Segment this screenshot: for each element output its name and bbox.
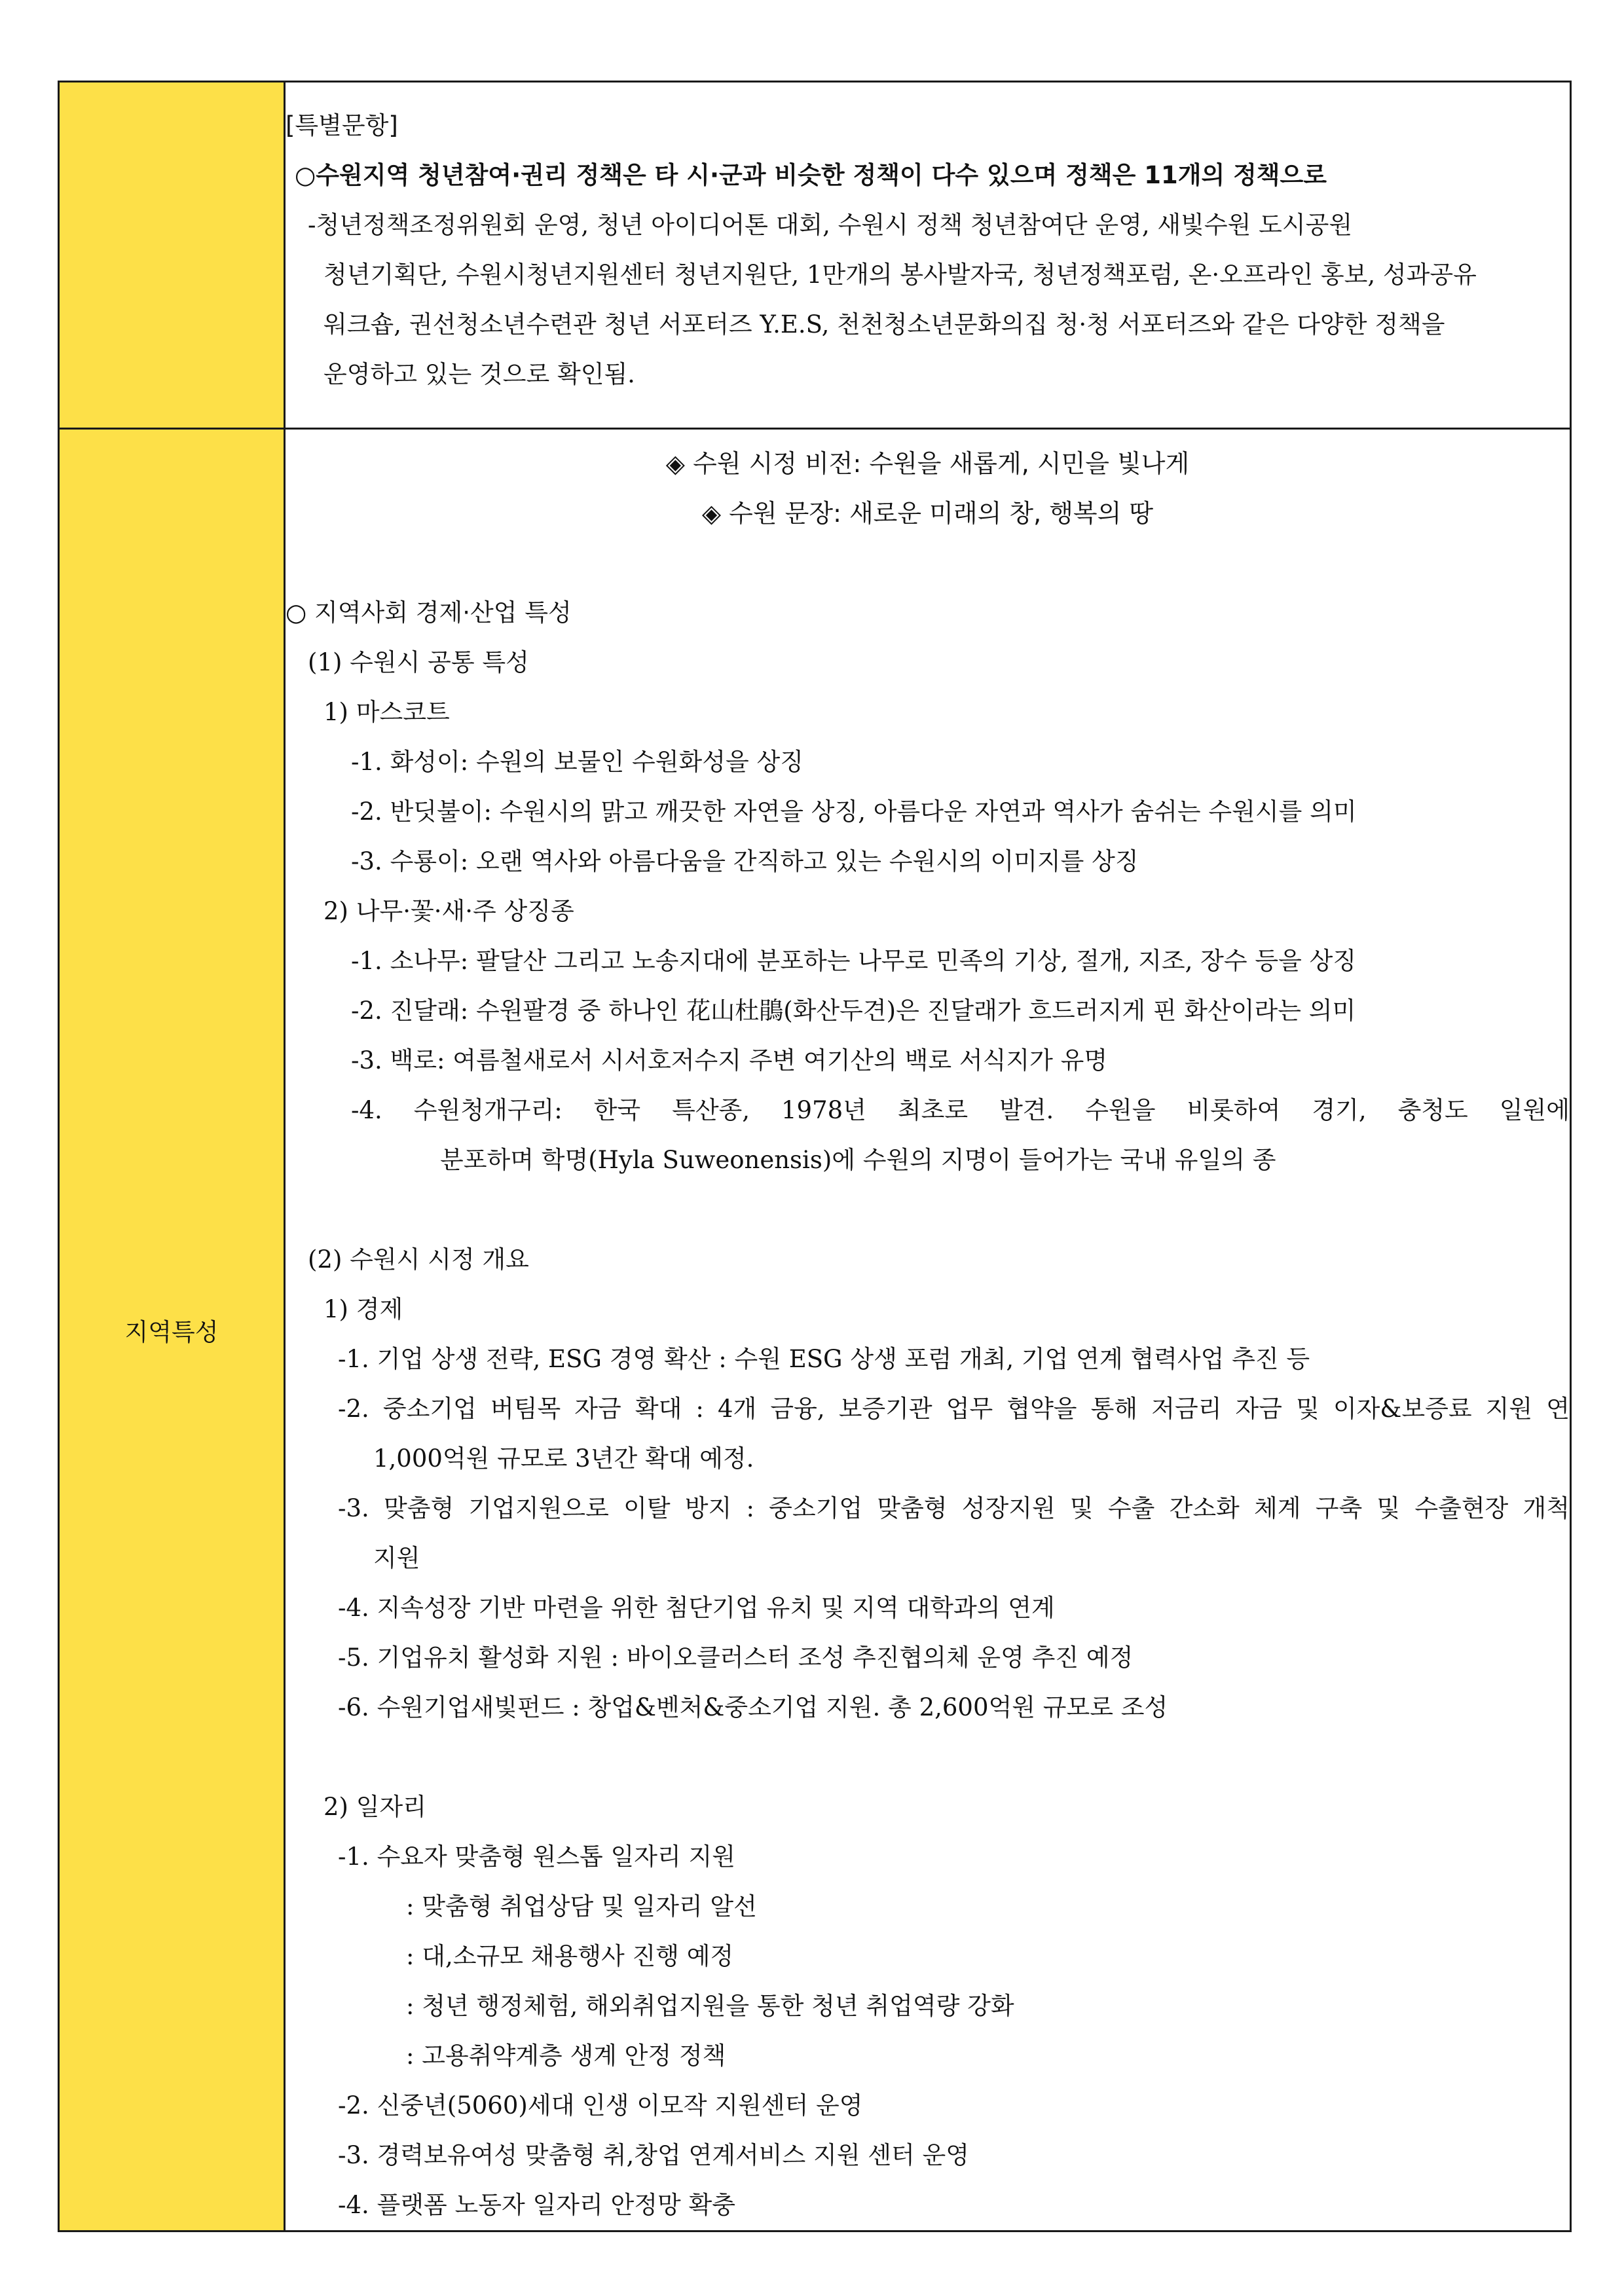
special-line: -청년정책조정위원회 운영, 청년 아이디어톤 대회, 수원시 정책 청년참여단 운영, 새빛수원 도시공원 <box>308 211 1353 239</box>
list-item: -1. 수요자 맞춤형 원스톱 일자리 지원 <box>338 1843 735 1871</box>
list-item: -3. 경력보유여성 맞춤형 취,창업 연계서비스 지원 센터 운영 <box>338 2141 969 2169</box>
special-summary: ○수원지역 청년참여·권리 정책은 타 시·군과 비슷한 정책이 다수 있으며 정책은 11개의 정책으로 <box>295 161 1327 189</box>
list-item: -3. 백로: 여름철새로서 시서호저수지 주변 여기산의 백로 서식지가 유명 <box>351 1046 1108 1074</box>
sub-item: : 대,소규모 채용행사 진행 예정 <box>406 1942 734 1970</box>
special-line: 청년기획단, 수원시청년지원센터 청년지원단, 1만개의 봉사발자국, 청년정책포럼, 온·오프라인 홍보, 성과공유 <box>323 261 1477 289</box>
list-item: -6. 수원기업새빛펀드 : 창업&벤처&중소기업 지원. 총 2,600억원 규모로 조성 <box>338 1693 1168 1721</box>
section-title: ○ 지역사회 경제·산업 특성 <box>286 598 572 627</box>
economy-title: 1) 경제 <box>323 1295 403 1323</box>
list-item: -2. 신중년(5060)세대 인생 이모작 지원센터 운영 <box>338 2091 863 2120</box>
sub-item: : 청년 행정체험, 해외취업지원을 통한 청년 취업역량 강화 <box>406 1992 1014 2020</box>
list-item: -4. 지속성장 기반 마련을 위한 첨단기업 유치 및 지역 대학과의 연계 <box>338 1594 1055 1622</box>
list-item: -5. 기업유치 활성화 지원 : 바이오클러스터 조성 추진협의체 운영 추진 예정 <box>338 1643 1134 1672</box>
list-item: -2. 중소기업 버팀목 자금 확대 : 4개 금융, 보증기관 업무 협약을 통해 저금리 자금 및 이자&보증료 지원 연 <box>338 1395 1570 1423</box>
regional-characteristics-label: 지역특성 <box>59 429 285 2231</box>
part2-title: (2) 수원시 시정 개요 <box>308 1245 529 1274</box>
list-item: -1. 기업 상생 전략, ESG 경영 확산 : 수원 ESG 상생 포럼 개최, 기업 연계 협력사업 추진 등 <box>338 1345 1310 1373</box>
mascot-title: 1) 마스코트 <box>323 698 450 726</box>
document-table <box>58 81 1572 2232</box>
special-line: 워크숍, 권선청소년수련관 청년 서포터즈 Y.E.S, 천천청소년문화의집 청·청 서포터즈와 같은 다양한 정책을 <box>323 310 1445 339</box>
special-question-row <box>59 82 1571 429</box>
list-item: -2. 진달래: 수원팔경 중 하나인 花山杜鵑(화산두견)은 진달래가 흐드러지게 핀 화산이라는 의미 <box>351 997 1356 1025</box>
city-slogan: ◈ 수원 문장: 새로운 미래의 창, 행복의 땅 <box>701 499 1154 528</box>
city-vision: ◈ 수원 시정 비전: 수원을 새롭게, 시민을 빛나게 <box>665 449 1190 478</box>
sub-item: : 맞춤형 취업상담 및 일자리 알선 <box>406 1892 757 1920</box>
list-item: -1. 화성이: 수원의 보물인 수원화성을 상징 <box>351 748 803 776</box>
list-item: -3. 수룡이: 오랜 역사와 아름다움을 간직하고 있는 수원시의 이미지를 상징 <box>351 847 1139 875</box>
sub-item: : 고용취약계층 생계 안정 정책 <box>406 2042 726 2070</box>
special-line: 운영하고 있는 것으로 확인됨. <box>323 360 635 388</box>
list-item: -4. 수원청개구리: 한국 특산종, 1978년 최초로 발견. 수원을 비롯하여 경기, 충청도 일원에 <box>351 1096 1570 1124</box>
list-item-continuation: 지원 <box>373 1544 420 1572</box>
list-item-continuation: 1,000억원 규모로 3년간 확대 예정. <box>373 1444 754 1473</box>
special-heading: [특별문항] <box>286 111 398 139</box>
list-item: -2. 반딧불이: 수원시의 맑고 깨끗한 자연을 상징, 아름다운 자연과 역사가 숨쉬는 수원시를 의미 <box>351 798 1357 826</box>
symbols-title: 2) 나무·꽃·새·주 상징종 <box>323 897 574 925</box>
part1-title: (1) 수원시 공통 특성 <box>308 648 529 676</box>
list-item-continuation: 분포하며 학명(Hyla Suweonensis)에 수원의 지명이 들어가는 국내 유일의 종 <box>440 1146 1276 1174</box>
jobs-title: 2) 일자리 <box>323 1793 426 1821</box>
row1-content-cell <box>285 82 1571 429</box>
regional-characteristics-row <box>59 429 1571 2231</box>
list-item: -1. 소나무: 팔달산 그리고 노송지대에 분포하는 나무로 민족의 기상, 절개, 지조, 장수 등을 상징 <box>351 947 1357 975</box>
row2-content-cell <box>285 429 1571 2231</box>
list-item: -3. 맞춤형 기업지원으로 이탈 방지 : 중소기업 맞춤형 성장지원 및 수출 간소화 체계 구축 및 수출현장 개척 <box>338 1494 1570 1522</box>
list-item: -4. 플랫폼 노동자 일자리 안정망 확충 <box>338 2191 735 2219</box>
row1-label-cell <box>59 82 285 429</box>
